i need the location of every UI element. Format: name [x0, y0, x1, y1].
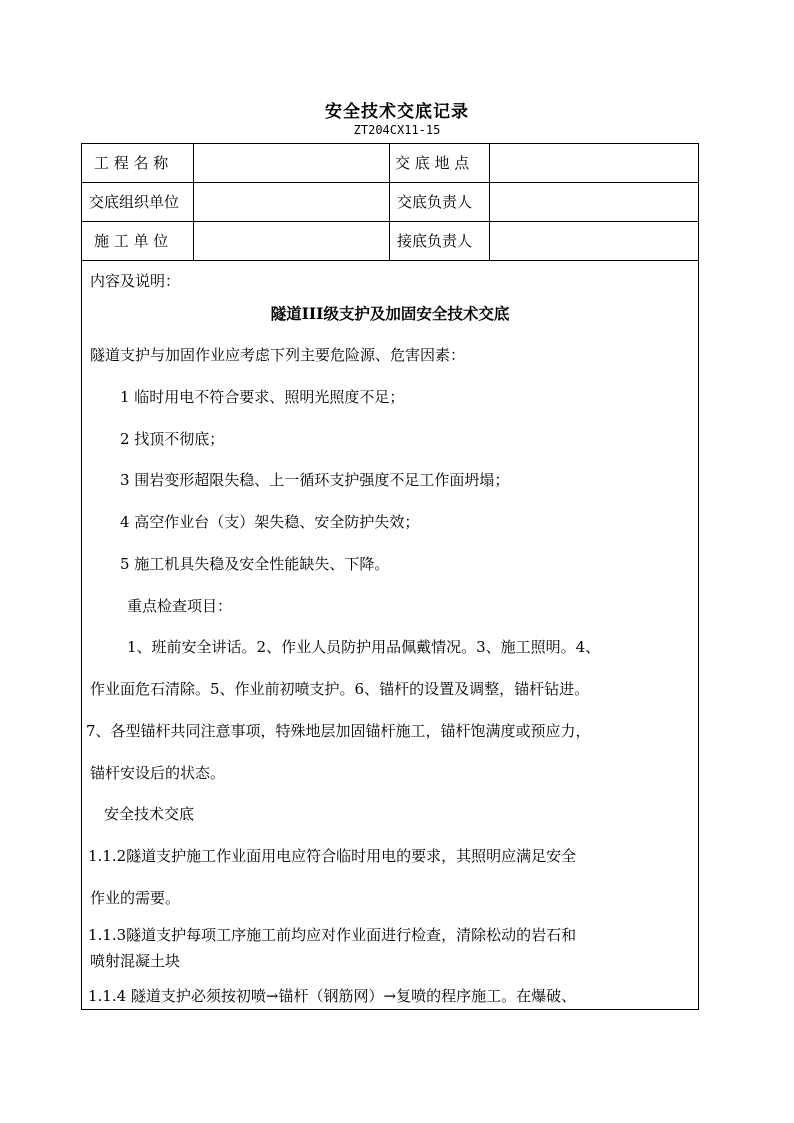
key-check-line: 7、各型锚杆共同注意事项，特殊地层加固锚杆施工，锚杆饱满度或预应力， [86, 722, 591, 740]
responsible-label: 交底负责人 [397, 193, 473, 211]
disclosure-form [81, 143, 699, 1010]
document-title: 安全技术交底记录 [325, 102, 469, 122]
content-title: 隧道III级支护及加固安全技术交底 [270, 304, 510, 323]
safety-item-line: 1.1.3隧道支护每项工序施工前均应对作业面进行检查，清除松动的岩石和 [88, 926, 577, 944]
key-check-label: 重点检查项目： [127, 597, 233, 615]
row-project [82, 144, 698, 183]
document-code: ZT204CX11-15 [353, 123, 441, 137]
key-check-line: 作业面危石清除。5、作业前初喷支护。6、锚杆的设置及调整，锚杆钻进。 [90, 680, 590, 698]
hazard-item: 3 围岩变形超限失稳、上一循环支护强度不足工作面坍塌； [120, 471, 510, 489]
row-construction-unit [82, 222, 698, 261]
org-unit-label: 交底组织单位 [89, 193, 180, 211]
content-label: 内容及说明： [90, 272, 181, 290]
key-check-line: 锚杆安设后的状态。 [90, 764, 226, 782]
hazard-item: 1 临时用电不符合要求、照明光照度不足； [120, 388, 405, 406]
key-check-line: 1、班前安全讲话。2、作业人员防护用品佩戴情况。3、施工照明。4、 [127, 638, 601, 656]
hazard-item: 5 施工机具失稳及安全性能缺失、下降。 [120, 555, 390, 573]
construction-unit-label: 施 工 单 位 [94, 232, 169, 250]
safety-item-line: 1.1.2隧道支护施工作业面用电应符合临时用电的要求，其照明应满足安全 [88, 847, 577, 865]
safety-item-line: 作业的需要。 [90, 889, 181, 907]
grid-divider [193, 144, 194, 261]
safety-item-line: 喷射混凝土块 [90, 952, 181, 970]
safety-item-line: 1.1.4 隧道支护必须按初喷→锚杆（钢筋网）→复喷的程序施工。在爆破、 [88, 987, 577, 1005]
project-name-label: 工 程 名 称 [94, 154, 169, 172]
grid-divider [389, 144, 390, 261]
location-label: 交 底 地 点 [395, 154, 470, 172]
hazard-item: 4 高空作业台（支）架失稳、安全防护失效； [120, 513, 420, 531]
grid-divider [489, 144, 490, 261]
hazards-intro: 隧道支护与加固作业应考虑下列主要危险源、危害因素： [90, 346, 466, 364]
hazard-item: 2 找顶不彻底； [120, 430, 225, 448]
safety-label: 安全技术交底 [104, 805, 195, 823]
receiver-label: 接底负责人 [397, 232, 473, 250]
